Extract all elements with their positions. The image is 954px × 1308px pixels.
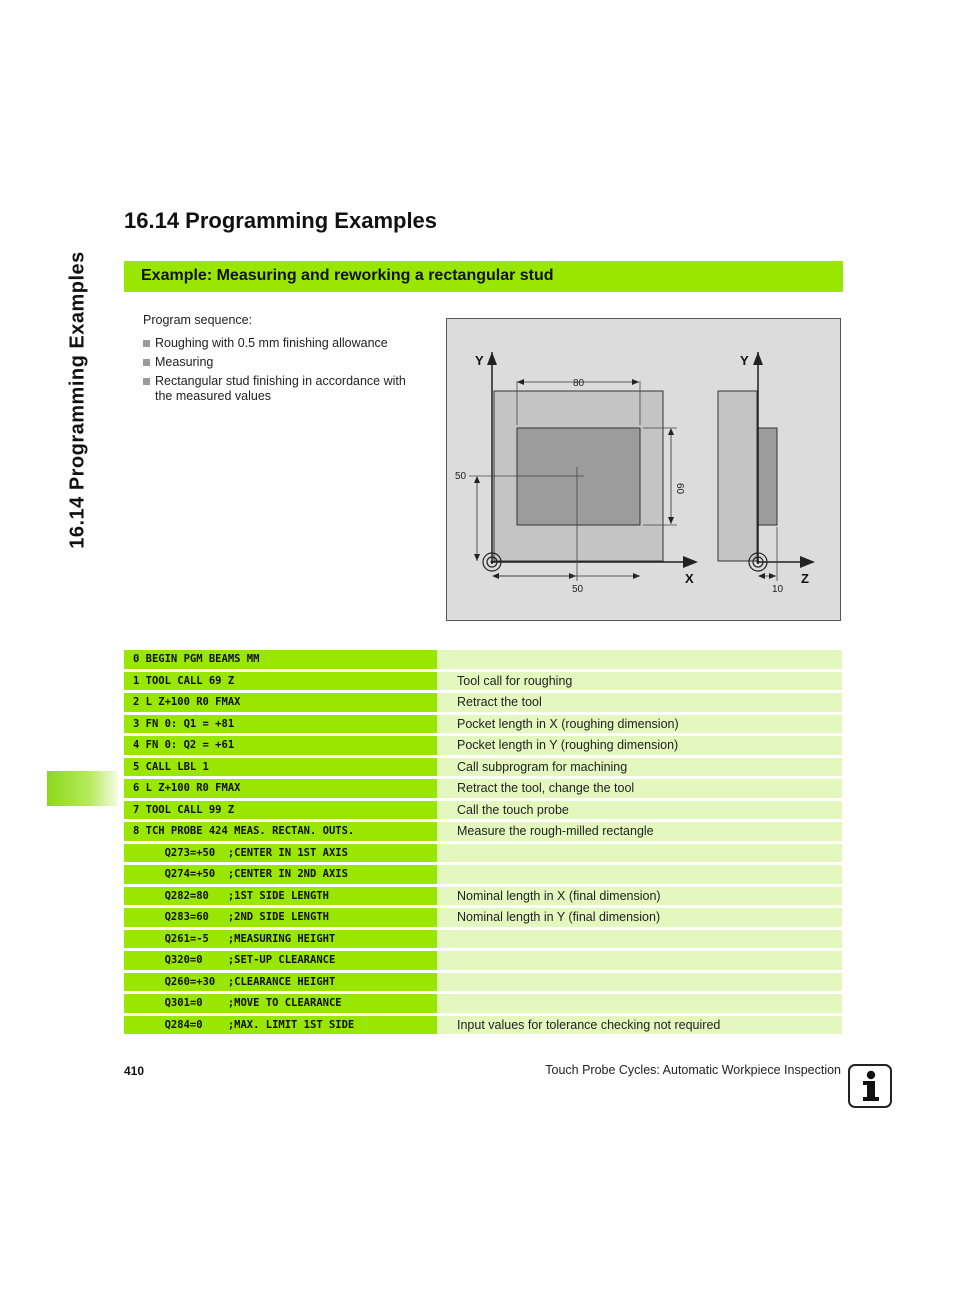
program-description-cell: Pocket length in X (roughing dimension) — [437, 715, 842, 734]
program-sequence — [143, 313, 423, 408]
page-title: 16.14 Programming Examples — [124, 208, 438, 233]
program-code-cell: 5 CALL LBL 1 — [124, 758, 437, 777]
program-description-cell — [437, 650, 842, 669]
sequence-item: Rectangular stud finishing in accordance with the measured values — [143, 374, 423, 404]
program-row — [124, 779, 842, 798]
program-row — [124, 887, 842, 906]
sequence-list — [143, 336, 423, 404]
program-description-cell: Tool call for roughing — [437, 672, 842, 691]
example-banner-text: Example: Measuring and reworking a rectangular stud — [141, 267, 554, 284]
program-row — [124, 908, 842, 927]
dim-60-label: 60 — [674, 483, 685, 495]
program-row — [124, 736, 842, 755]
x-axis-arrow-icon — [683, 556, 698, 568]
program-code-cell: 2 L Z+100 R0 FMAX — [124, 693, 437, 712]
program-row — [124, 650, 842, 669]
program-description-cell — [437, 865, 842, 884]
program-row — [124, 951, 842, 970]
program-row — [124, 822, 842, 841]
y-axis-side-arrow-icon — [753, 352, 763, 365]
example-banner — [124, 261, 843, 292]
program-description-cell: Nominal length in X (final dimension) — [437, 887, 842, 906]
program-description-cell — [437, 930, 842, 949]
dim-50-y-label: 50 — [455, 471, 467, 482]
program-row — [124, 1016, 842, 1035]
program-code-cell: Q274=+50 ;CENTER IN 2ND AXIS — [124, 865, 437, 884]
program-row — [124, 758, 842, 777]
front-y-label: Y — [475, 353, 484, 368]
sequence-item: Measuring — [143, 355, 423, 370]
program-description-cell: Retract the tool, change the tool — [437, 779, 842, 798]
program-description-cell: Pocket length in Y (roughing dimension) — [437, 736, 842, 755]
bullet-icon — [143, 340, 150, 347]
side-y-label: Y — [740, 353, 749, 368]
program-row — [124, 930, 842, 949]
program-description-cell: Nominal length in Y (final dimension) — [437, 908, 842, 927]
program-row — [124, 994, 842, 1013]
program-code-cell: 8 TCH PROBE 424 MEAS. RECTAN. OUTS. — [124, 822, 437, 841]
program-row — [124, 844, 842, 863]
program-code-cell: 7 TOOL CALL 99 Z — [124, 801, 437, 820]
program-code-cell: Q260=+30 ;CLEARANCE HEIGHT — [124, 973, 437, 992]
program-code-cell: Q261=-5 ;MEASURING HEIGHT — [124, 930, 437, 949]
program-row — [124, 715, 842, 734]
side-chapter-title: 16.14 Programming Examples — [66, 251, 89, 549]
side-z-label: Z — [801, 571, 809, 586]
program-description-cell: Retract the tool — [437, 693, 842, 712]
y-axis-arrow-icon — [487, 352, 497, 365]
rectangular-stud — [517, 428, 640, 525]
program-row — [124, 865, 842, 884]
dim-50-x-label: 50 — [572, 584, 584, 595]
program-description-cell — [437, 994, 842, 1013]
dim-80-label: 80 — [573, 378, 585, 389]
program-code-cell: 6 L Z+100 R0 FMAX — [124, 779, 437, 798]
info-icon — [848, 1064, 892, 1108]
program-description-cell — [437, 951, 842, 970]
program-description-cell: Call the touch probe — [437, 801, 842, 820]
program-code-cell: Q301=0 ;MOVE TO CLEARANCE — [124, 994, 437, 1013]
program-description-cell: Call subprogram for machining — [437, 758, 842, 777]
program-code-cell: Q284=0 ;MAX. LIMIT 1ST SIDE — [124, 1016, 437, 1035]
program-code-cell: 0 BEGIN PGM BEAMS MM — [124, 650, 437, 669]
side-view-blank — [718, 391, 757, 561]
front-x-label: X — [685, 571, 694, 586]
program-code-cell: 1 TOOL CALL 69 Z — [124, 672, 437, 691]
program-description-cell: Measure the rough-milled rectangle — [437, 822, 842, 841]
program-code-cell: Q282=80 ;1ST SIDE LENGTH — [124, 887, 437, 906]
program-code-cell: Q273=+50 ;CENTER IN 1ST AXIS — [124, 844, 437, 863]
sequence-item: Roughing with 0.5 mm finishing allowance — [143, 336, 423, 351]
dim-10-label: 10 — [772, 584, 784, 595]
program-code-cell: 4 FN 0: Q2 = +61 — [124, 736, 437, 755]
program-code-cell: Q283=60 ;2ND SIDE LENGTH — [124, 908, 437, 927]
bullet-icon — [143, 359, 150, 366]
workpiece-drawing — [446, 318, 841, 621]
side-view-stud — [757, 428, 777, 525]
program-row — [124, 973, 842, 992]
program-description-cell — [437, 973, 842, 992]
program-row — [124, 801, 842, 820]
program-code-cell: 3 FN 0: Q1 = +81 — [124, 715, 437, 734]
sequence-heading: Program sequence: — [143, 313, 253, 327]
program-listing — [124, 647, 842, 1037]
chapter-tab-marker — [47, 771, 118, 806]
workpiece-drawing-svg — [447, 319, 842, 622]
z-axis-arrow-icon — [800, 556, 815, 568]
page-number: 410 — [124, 1064, 145, 1078]
chapter-footer: Touch Probe Cycles: Automatic Workpiece Inspection — [545, 1063, 841, 1077]
program-row — [124, 672, 842, 691]
program-row — [124, 693, 842, 712]
program-code-cell: Q320=0 ;SET-UP CLEARANCE — [124, 951, 437, 970]
program-description-cell — [437, 844, 842, 863]
program-description-cell: Input values for tolerance checking not required — [437, 1016, 842, 1035]
bullet-icon — [143, 378, 150, 385]
